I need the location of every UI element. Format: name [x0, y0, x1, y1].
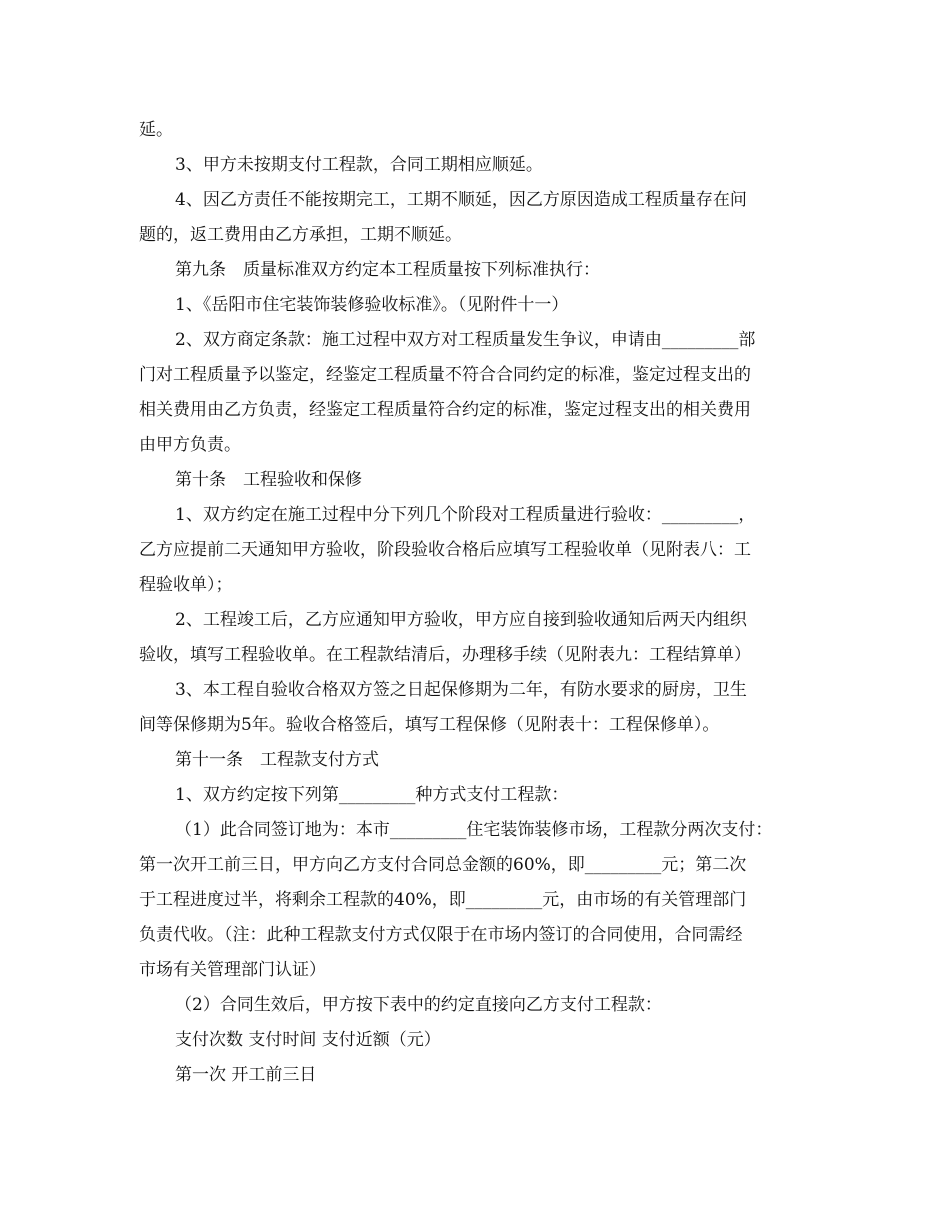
table-header-line: 支付次数 支付时间 支付近额（元）: [175, 1030, 441, 1050]
text-line: 1、双方约定按下列第_________种方式支付工程款：: [175, 785, 569, 805]
text-line: 3、甲方未按期支付工程款，合同工期相应顺延。: [175, 155, 543, 175]
text-line: 3、本工程自验收合格双方签之日起保修期为二年，有防水要求的厨房，卫生: [175, 680, 747, 700]
table-row-line: 第一次 开工前三日: [175, 1065, 317, 1085]
text-line: 延。: [139, 120, 173, 140]
text-line: 负责代收。（注：此种工程款支付方式仅限于在市场内签订的合同使用，合同需经: [139, 925, 743, 945]
text-line: 于工程进度过半，将剩余工程款的40%，即_________元，由市场的有关管理部门: [139, 890, 747, 910]
text-line: 门对工程质量予以鉴定，经鉴定工程质量不符合合同约定的标准，鉴定过程支出的: [139, 365, 751, 385]
document-page: [139, 113, 811, 1093]
section-heading: 第十一条 工程款支付方式: [175, 750, 379, 770]
text-line: （1）此合同签订地为：本市_________住宅装饰装修市场，工程款分两次支付：: [175, 820, 773, 840]
text-line: 乙方应提前二天通知甲方验收，阶段验收合格后应填写工程验收单（见附表八：工: [139, 540, 751, 560]
text-line: 间等保修期为5年。验收合格签后，填写工程保修（见附表十：工程保修单）。: [139, 715, 720, 735]
text-line: 2、工程竣工后，乙方应通知甲方验收，甲方应自接到验收通知后两天内组织: [175, 610, 747, 630]
text-line: 由甲方负责。: [139, 435, 241, 455]
text-line: 第一次开工前三日，甲方向乙方支付合同总金额的60%，即_________元；第二次: [139, 855, 747, 875]
text-line: 1、《岳阳市住宅装饰装修验收标准》。（见附件十一）: [175, 295, 569, 315]
text-line: 程验收单）；: [139, 575, 233, 595]
text-line: 题的，返工费用由乙方承担，工期不顺延。: [139, 225, 462, 245]
text-line: （2）合同生效后，甲方按下表中的约定直接向乙方支付工程款：: [175, 995, 662, 1015]
section-heading: 第九条 质量标准双方约定本工程质量按下列标准执行：: [175, 260, 600, 280]
text-line: 1、双方约定在施工过程中分下列几个阶段对工程质量进行验收：_________，: [175, 505, 756, 525]
section-heading: 第十条 工程验收和保修: [175, 470, 362, 490]
text-line: 相关费用由乙方负责，经鉴定工程质量符合约定的标准，鉴定过程支出的相关费用: [139, 400, 751, 420]
text-line: 市场有关管理部门认证）: [139, 960, 326, 980]
text-line: 验收，填写工程验收单。在工程款结清后，办理移手续（见附表九：工程结算单）: [139, 645, 751, 665]
text-line: 2、双方商定条款：施工过程中双方对工程质量发生争议，申请由_________部: [175, 330, 756, 350]
text-line: 4、因乙方责任不能按期完工，工期不顺延，因乙方原因造成工程质量存在问: [175, 190, 747, 210]
